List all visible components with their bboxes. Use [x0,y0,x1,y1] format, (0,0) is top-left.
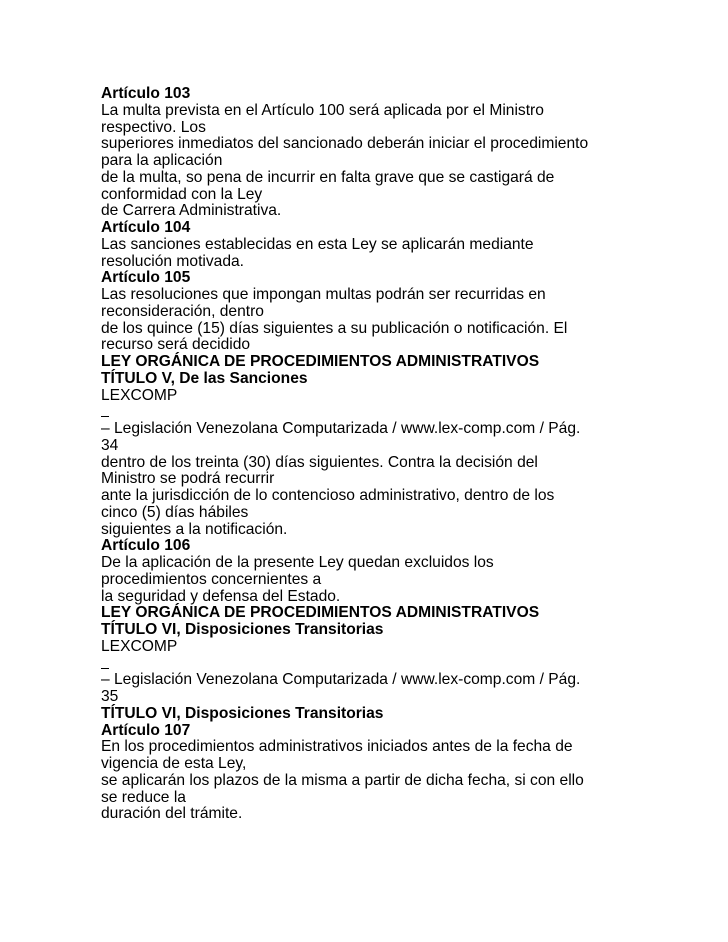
text-line: siguientes a la notificación. [101,520,288,538]
text-line: 35 [101,688,119,705]
separator-rule [101,404,711,421]
text-line: ante la jurisdicción de lo contencioso administrativo, dentro de los [101,487,555,504]
text-line: duración del trámite. [101,805,243,823]
text-line: de los quince (15) días siguientes a su publicación o notificación. El [101,319,568,337]
heading-line: Artículo 103 [101,85,191,102]
text-line: se aplicarán los plazos de la misma a partir de dicha fecha, si con ello [101,771,584,789]
text-line: La multa prevista en el Artículo 100 será aplicada por el Ministro [101,101,544,119]
document-page [101,86,711,823]
heading-line: Artículo 104 [101,219,191,236]
text-line: de Carrera Administrativa. [101,202,282,220]
text-line: LEXCOMP [101,386,178,404]
separator-rule [101,656,711,673]
heading-line: Artículo 105 [101,269,191,287]
text-line: cinco (5) días hábiles [101,503,249,521]
text-line: conformidad con la Ley [101,185,263,203]
heading-line: Artículo 106 [101,537,191,555]
text-line: procedimientos concernientes a [101,570,322,588]
heading-line: TÍTULO VI, Disposiciones Transitorias [101,621,384,638]
heading-line: LEY ORGÁNICA DE PROCEDIMIENTOS ADMINISTRATIVOS [101,353,540,370]
text-line: LEXCOMP [101,637,178,655]
text-line: De la aplicación de la presente Ley quedan excluidos los [101,554,494,571]
text-line: de la multa, so pena de incurrir en falta grave que se castigará de [101,168,555,186]
text-line: superiores inmediatos del sancionado deberán iniciar el procedimiento [101,135,589,153]
text-line: En los procedimientos administrativos iniciados antes de la fecha de [101,738,573,756]
text-line: – Legislación Venezolana Computarizada / www.lex-comp.com / Pág. [101,420,581,437]
heading-line: TÍTULO V, De las Sanciones [101,369,308,387]
heading-line: Artículo 107 [101,721,191,739]
heading-line: TÍTULO VI, Disposiciones Transitorias [101,704,384,722]
heading-line: LEY ORGÁNICA DE PROCEDIMIENTOS ADMINISTRATIVOS [101,604,540,622]
text-line: Las resoluciones que impongan multas podrán ser recurridas en [101,286,546,303]
text-line: vigencia de esta Ley, [101,755,247,772]
text-line: la seguridad y defensa del Estado. [101,587,341,605]
text-line: Ministro se podrá recurrir [101,470,275,488]
text-line: para la aplicación [101,152,223,169]
text-line: resolución motivada. [101,252,245,270]
text-line: se reduce la [101,788,186,806]
text-line: reconsideración, dentro [101,302,264,320]
text-line: respectivo. Los [101,118,206,136]
separator-mark [101,668,109,669]
text-line: recurso será decidido [101,336,251,354]
text-line: – Legislación Venezolana Computarizada / www.lex-comp.com / Pág. [101,671,581,689]
text-line: Las sanciones establecidas en esta Ley se aplicarán mediante [101,235,534,253]
separator-mark [101,416,109,417]
text-line: dentro de los treinta (30) días siguientes. Contra la decisión del [101,453,538,471]
text-line: 34 [101,436,119,454]
